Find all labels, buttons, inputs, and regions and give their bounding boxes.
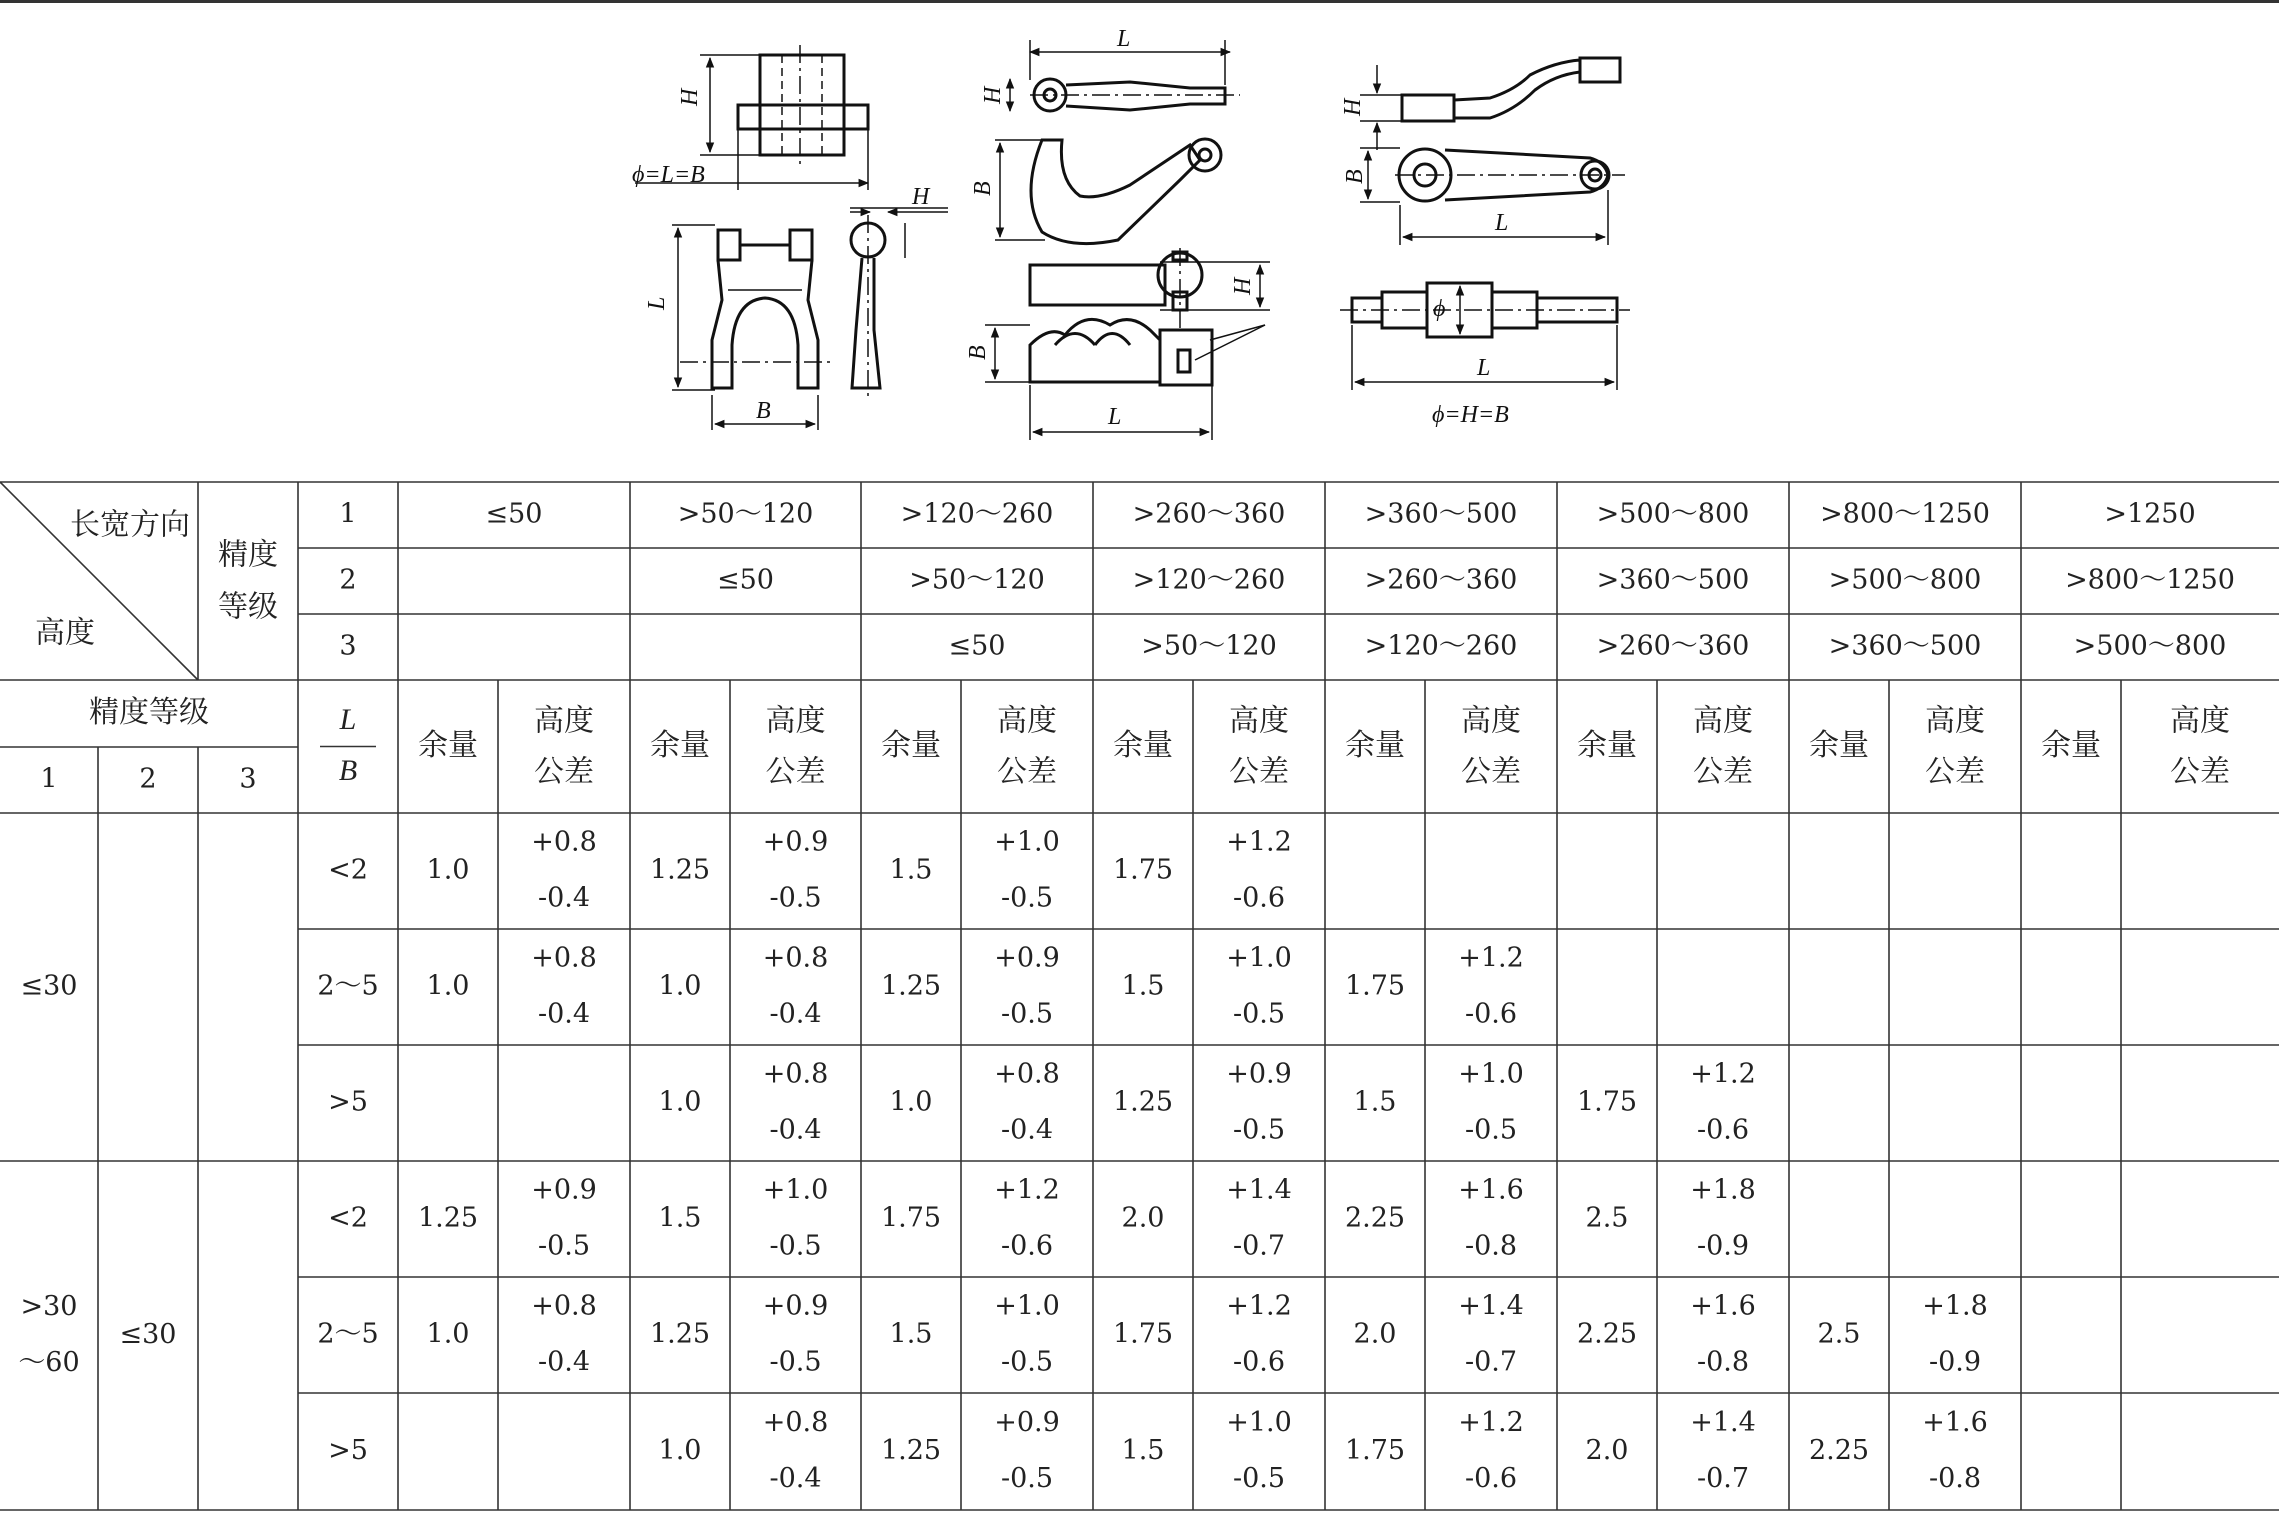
range-cell: >1250 bbox=[2104, 498, 2196, 530]
allowance-value: 1.25 bbox=[1112, 1086, 1174, 1118]
allowance-value: 1.75 bbox=[1112, 854, 1174, 886]
ratio-cell: >5 bbox=[328, 1435, 368, 1466]
allowance-value: 1.5 bbox=[1121, 1435, 1165, 1466]
tolerance-upper: +1.4 bbox=[1690, 1407, 1756, 1438]
tolerance-lower: -0.6 bbox=[1232, 882, 1286, 914]
fig6-phi-label: ϕ bbox=[1433, 296, 1446, 322]
allowance-header: 余量 bbox=[1113, 728, 1173, 763]
tolerance-upper: +0.8 bbox=[994, 1058, 1060, 1090]
range-cell: ≤50 bbox=[717, 564, 774, 596]
range-cell: >360～500 bbox=[1596, 564, 1750, 596]
fig6-l-label: L bbox=[1477, 355, 1491, 381]
fig5-b-label: B bbox=[1342, 169, 1368, 184]
fig5-h-label: H bbox=[1340, 98, 1366, 116]
lb-denominator: B bbox=[338, 753, 358, 787]
range-cell: >260～360 bbox=[1596, 630, 1750, 662]
range-cell: >50～120 bbox=[677, 498, 814, 530]
tolerance-lower: -0.5 bbox=[769, 1346, 822, 1378]
allowance-value: 1.0 bbox=[658, 970, 702, 1002]
allowance-value: 1.75 bbox=[1344, 970, 1406, 1002]
fig5-l-label: L bbox=[1495, 210, 1509, 236]
tolerance-header-line2: 公差 bbox=[2170, 754, 2230, 790]
allowance-header: 余量 bbox=[1345, 728, 1405, 763]
range-cell: >50～120 bbox=[1141, 630, 1277, 662]
tolerance-upper: +0.9 bbox=[762, 826, 829, 858]
allowance-value: 1.5 bbox=[889, 1318, 933, 1350]
range-cell: >500～800 bbox=[1596, 498, 1750, 530]
tolerance-lower: -0.5 bbox=[769, 1230, 822, 1262]
corner-bottom-label: 高度 bbox=[35, 615, 95, 651]
allowance-value: 1.25 bbox=[649, 854, 711, 886]
fig3-l-label: L bbox=[1117, 26, 1131, 52]
tolerance-upper: +0.9 bbox=[994, 1407, 1060, 1438]
range-cell: >360～500 bbox=[1364, 498, 1518, 530]
grade-number: 3 bbox=[239, 763, 257, 795]
tolerance-lower: -0.6 bbox=[1464, 998, 1518, 1030]
tolerance-upper: +1.0 bbox=[994, 1290, 1060, 1322]
range-grade-label: 2 bbox=[339, 564, 357, 596]
fig1-formula: ϕ=L=B bbox=[632, 162, 705, 188]
range-cell: >50～120 bbox=[909, 564, 1045, 596]
tolerance-lower: -0.5 bbox=[1000, 1463, 1054, 1494]
lb-numerator: L bbox=[339, 702, 357, 736]
tolerance-upper: +1.2 bbox=[1690, 1058, 1756, 1090]
tolerance-lower: -0.4 bbox=[769, 998, 822, 1030]
allowance-value: 2.0 bbox=[1121, 1202, 1165, 1234]
allowance-value: 1.25 bbox=[649, 1318, 711, 1350]
corner-top-label: 长宽方向 bbox=[70, 507, 190, 543]
height-grade1-line2: ～60 bbox=[18, 1347, 80, 1378]
tolerance-upper: +1.4 bbox=[1226, 1174, 1292, 1206]
allowance-value: 1.25 bbox=[417, 1202, 479, 1234]
range-cell: >260～360 bbox=[1132, 498, 1286, 530]
tolerance-upper: +0.8 bbox=[762, 1058, 829, 1090]
tolerance-upper: +0.8 bbox=[762, 1407, 829, 1438]
allowance-value: 1.75 bbox=[1576, 1086, 1638, 1118]
tolerance-header-line1: 高度 bbox=[997, 703, 1057, 739]
fig3-b-label: B bbox=[970, 181, 996, 196]
allowance-value: 1.75 bbox=[1112, 1318, 1174, 1350]
fig4-l-label: L bbox=[1108, 404, 1122, 430]
allowance-value: 1.75 bbox=[880, 1202, 942, 1234]
tolerance-lower: -0.4 bbox=[1000, 1114, 1054, 1146]
allowance-header: 余量 bbox=[1809, 728, 1869, 763]
tolerance-header-line2: 公差 bbox=[1693, 754, 1753, 790]
allowance-value: 2.5 bbox=[1817, 1318, 1861, 1350]
allowance-header: 余量 bbox=[2041, 728, 2101, 763]
tolerance-upper: +1.0 bbox=[994, 826, 1060, 858]
tolerance-upper: +0.9 bbox=[994, 942, 1060, 974]
range-grade-label: 1 bbox=[339, 498, 357, 530]
tolerance-header-line2: 公差 bbox=[1461, 754, 1521, 790]
ratio-cell: <2 bbox=[328, 1202, 368, 1234]
tolerance-upper: +1.6 bbox=[1690, 1290, 1756, 1322]
height-grade2: ≤30 bbox=[119, 1319, 177, 1350]
tolerance-upper: +1.0 bbox=[1458, 1058, 1524, 1090]
tolerance-upper: +1.0 bbox=[1226, 942, 1292, 974]
tolerance-lower: -0.5 bbox=[1232, 998, 1286, 1030]
tolerance-upper: +1.6 bbox=[1458, 1174, 1524, 1206]
tolerance-upper: +0.8 bbox=[531, 826, 597, 858]
tolerance-lower: -0.5 bbox=[1000, 1346, 1054, 1378]
tolerance-header-line1: 高度 bbox=[765, 703, 826, 739]
ratio-cell: 2～5 bbox=[317, 970, 379, 1002]
allowance-value: 2.25 bbox=[1344, 1202, 1406, 1234]
tolerance-lower: -0.9 bbox=[1696, 1230, 1750, 1262]
tolerance-lower: -0.5 bbox=[1000, 998, 1054, 1030]
tolerance-lower: -0.6 bbox=[1696, 1114, 1750, 1146]
range-cell: >800～1250 bbox=[2065, 564, 2235, 596]
tolerance-lower: -0.4 bbox=[537, 1346, 591, 1378]
tolerance-lower: -0.5 bbox=[769, 882, 822, 914]
ratio-cell: 2～5 bbox=[317, 1318, 379, 1350]
tolerance-upper: +1.2 bbox=[1458, 1407, 1524, 1438]
tolerance-lower: -0.7 bbox=[1232, 1230, 1286, 1262]
range-grade-label: 3 bbox=[339, 630, 357, 662]
tolerance-header-line2: 公差 bbox=[997, 754, 1057, 790]
ratio-cell: <2 bbox=[328, 854, 368, 886]
tolerance-upper: +1.8 bbox=[1690, 1174, 1756, 1206]
tolerance-header-line1: 高度 bbox=[1693, 703, 1753, 739]
allowance-value: 1.0 bbox=[426, 854, 470, 886]
tolerance-upper: +1.2 bbox=[1226, 826, 1292, 858]
fig2-b-label: B bbox=[756, 398, 771, 424]
range-cell: >120～260 bbox=[1132, 564, 1286, 596]
tolerance-upper: +1.8 bbox=[1922, 1290, 1988, 1322]
fig3-h-label: H bbox=[980, 86, 1006, 104]
range-cell: >260～360 bbox=[1364, 564, 1518, 596]
tolerance-upper: +1.2 bbox=[1458, 942, 1524, 974]
allowance-value: 1.0 bbox=[658, 1086, 702, 1118]
tolerance-header-line2: 公差 bbox=[1229, 754, 1289, 790]
tolerance-upper: +1.0 bbox=[762, 1174, 829, 1206]
allowance-header: 余量 bbox=[1577, 728, 1637, 763]
tolerance-lower: -0.8 bbox=[1696, 1346, 1750, 1378]
allowance-value: 2.25 bbox=[1576, 1318, 1638, 1350]
tolerance-lower: -0.4 bbox=[769, 1114, 822, 1146]
allowance-value: 1.0 bbox=[426, 970, 470, 1002]
grade-header: 精度等级 bbox=[89, 695, 209, 730]
tolerance-lower: -0.7 bbox=[1464, 1346, 1518, 1378]
range-cell: >500～800 bbox=[1828, 564, 1982, 596]
allowance-header: 余量 bbox=[881, 728, 941, 763]
allowance-value: 2.0 bbox=[1585, 1435, 1629, 1466]
tolerance-lower: -0.8 bbox=[1928, 1463, 1982, 1494]
tolerance-lower: -0.6 bbox=[1232, 1346, 1286, 1378]
tolerance-upper: +0.8 bbox=[531, 1290, 597, 1322]
allowance-value: 1.25 bbox=[880, 1435, 942, 1466]
tolerance-lower: -0.8 bbox=[1464, 1230, 1518, 1262]
fig4-b-label: B bbox=[965, 345, 991, 360]
tolerance-lower: -0.4 bbox=[769, 1463, 822, 1494]
tolerance-upper: +1.0 bbox=[1226, 1407, 1292, 1438]
tolerance-header-line1: 高度 bbox=[2170, 703, 2230, 739]
range-cell: >120～260 bbox=[900, 498, 1054, 530]
allowance-value: 1.5 bbox=[1121, 970, 1165, 1002]
height-grade1-line1: >30 bbox=[20, 1291, 78, 1322]
range-cell: >500～800 bbox=[2073, 630, 2227, 662]
tolerance-lower: -0.5 bbox=[1232, 1463, 1286, 1494]
allowance-value: 1.75 bbox=[1344, 1435, 1406, 1466]
allowance-header: 余量 bbox=[418, 728, 478, 763]
fig2-l-label: L bbox=[644, 296, 670, 310]
tolerance-header-line1: 高度 bbox=[1925, 703, 1985, 739]
tolerance-header-line2: 公差 bbox=[534, 754, 594, 790]
tolerance-lower: -0.6 bbox=[1000, 1230, 1054, 1262]
tolerance-upper: +1.6 bbox=[1922, 1407, 1988, 1438]
range-cell: ≤50 bbox=[485, 498, 543, 530]
tolerance-header-line2: 公差 bbox=[1925, 754, 1985, 790]
fig4-h-label: H bbox=[1230, 277, 1256, 295]
allowance-value: 1.25 bbox=[880, 970, 942, 1002]
grade-number: 2 bbox=[139, 763, 157, 795]
tolerance-upper: +0.8 bbox=[531, 942, 597, 974]
tolerance-header-line2: 公差 bbox=[765, 754, 826, 790]
grade-number: 1 bbox=[40, 763, 58, 795]
tolerance-lower: -0.5 bbox=[537, 1230, 591, 1262]
tolerance-lower: -0.9 bbox=[1928, 1346, 1982, 1378]
tolerance-upper: +0.9 bbox=[1226, 1058, 1292, 1090]
tolerance-upper: +0.9 bbox=[762, 1290, 829, 1322]
tolerance-header-line1: 高度 bbox=[1229, 703, 1289, 739]
fig6-formula: ϕ=H=B bbox=[1432, 402, 1509, 428]
tolerance-upper: +0.9 bbox=[531, 1174, 597, 1206]
tolerance-upper: +1.2 bbox=[1226, 1290, 1292, 1322]
grade-header-line1: 精度 bbox=[218, 537, 278, 573]
range-cell: >120～260 bbox=[1364, 630, 1518, 662]
tolerance-lower: -0.4 bbox=[537, 998, 591, 1030]
tolerance-upper: +0.8 bbox=[762, 942, 829, 974]
tolerance-header-line1: 高度 bbox=[534, 703, 594, 739]
fig2-h-label: H bbox=[912, 184, 930, 210]
range-cell: ≤50 bbox=[948, 630, 1006, 662]
range-cell: >360～500 bbox=[1828, 630, 1982, 662]
allowance-value: 1.0 bbox=[426, 1318, 470, 1350]
allowance-value: 2.5 bbox=[1585, 1202, 1629, 1234]
tolerance-lower: -0.5 bbox=[1464, 1114, 1518, 1146]
allowance-header: 余量 bbox=[650, 728, 710, 763]
tolerance-lower: -0.4 bbox=[537, 882, 591, 914]
tolerance-header-line1: 高度 bbox=[1461, 703, 1521, 739]
fig1-h-label: H bbox=[677, 88, 703, 106]
tolerance-upper: +1.2 bbox=[994, 1174, 1060, 1206]
tolerance-upper: +1.4 bbox=[1458, 1290, 1524, 1322]
allowance-value: 1.0 bbox=[658, 1435, 702, 1466]
allowance-value: 1.0 bbox=[889, 1086, 933, 1118]
allowance-value: 1.5 bbox=[658, 1202, 702, 1234]
range-cell: >800～1250 bbox=[1820, 498, 1990, 530]
allowance-value: 1.5 bbox=[1353, 1086, 1397, 1118]
allowance-value: 2.25 bbox=[1808, 1435, 1870, 1466]
tolerance-lower: -0.5 bbox=[1232, 1114, 1286, 1146]
allowance-value: 2.0 bbox=[1353, 1318, 1397, 1350]
tolerance-lower: -0.5 bbox=[1000, 882, 1054, 914]
ratio-cell: >5 bbox=[328, 1086, 368, 1118]
height-grade1: ≤30 bbox=[20, 970, 78, 1002]
allowance-value: 1.5 bbox=[889, 854, 933, 886]
tolerance-lower: -0.6 bbox=[1464, 1463, 1518, 1494]
tolerance-lower: -0.7 bbox=[1696, 1463, 1750, 1494]
table-cells bbox=[18, 499, 2235, 1495]
grade-header-line2: 等级 bbox=[218, 589, 278, 625]
